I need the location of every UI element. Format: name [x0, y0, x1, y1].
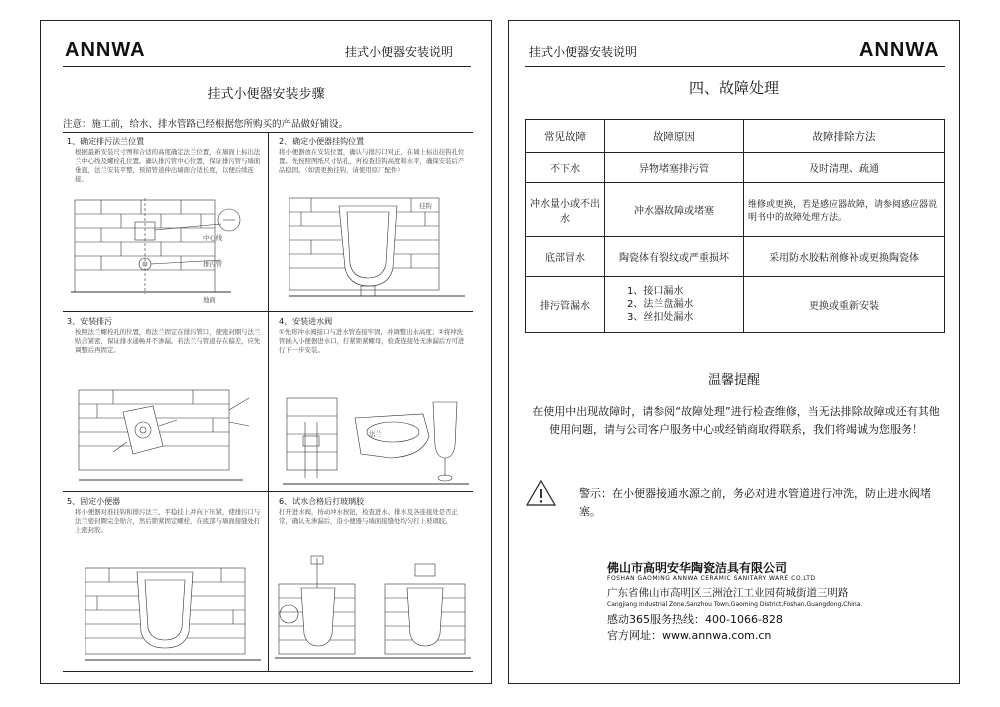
header-divider	[525, 66, 945, 67]
step-text: ①先将冲水阀接口与进水管连接牢固，并调整出水高度；②将冲洗管插入小便器进水口，拧紧锁紧螺母，检查连接处无渗漏后方可进行下一步安装。	[279, 328, 465, 354]
label-center-line: 中心线	[203, 234, 223, 242]
fix-cell: 及时清理、疏通	[744, 153, 945, 183]
warning-icon	[525, 479, 557, 507]
step-text: 将小便器放在安装位置，确认与排污口对正，在墙上标出挂钩孔位置。先按照图纸尺寸钻孔，再检查挂钩高度和水平，确保安装后产品稳固。（如需更换挂钩，请使用原厂配件）	[279, 148, 465, 174]
doc-title: 挂式小便器安装说明	[345, 45, 454, 59]
main-title: 挂式小便器安装步骤	[207, 87, 325, 102]
step-title: 2、确定小便器挂钩位置	[279, 137, 365, 146]
brand-logo: ANNWA	[859, 39, 940, 61]
step-2-illustration	[289, 194, 465, 306]
step-title: 5、固定小便器	[67, 497, 121, 506]
table-header-row	[526, 120, 945, 153]
company-address-en: Cangjiang Industrial Zone,Sanzhou Town,Gaoming District,Foshan,Guangdong,China.	[607, 601, 863, 608]
label-floor: 地面	[203, 296, 216, 304]
grid-line	[63, 671, 473, 672]
step-5-illustration	[85, 564, 261, 666]
label-drain-pipe: 排污管	[203, 260, 223, 268]
brand-logo: ANNWA	[65, 39, 146, 61]
label-flange: 法兰	[369, 430, 382, 438]
cause-cell: 冲水器故障或堵塞	[605, 183, 744, 237]
step-3	[63, 312, 268, 491]
right-page	[508, 20, 960, 684]
website-link[interactable]: 官方网址：www.annwa.com.cn	[607, 629, 772, 642]
warning-text: 警示：在小便器接通水源之前，务必对进水管道进行冲洗，防止进水阀堵塞。	[579, 487, 931, 518]
fault-cell: 不下水	[526, 153, 605, 183]
header-divider	[63, 66, 471, 67]
step-title: 4、安装进水阀	[279, 317, 333, 326]
step-1-illustration	[71, 194, 261, 306]
cause-cell: 陶瓷体有裂纹或严重损坏	[605, 237, 744, 277]
company-name-en: FOSHAN GAOMING ANNWA CERAMIC SANITARY WARE CO.LTD	[607, 575, 816, 582]
step-text: 根据最新安装尺寸图和合适的高度确定法兰位置，在墙面上标出法兰中心线及螺栓孔位置。确认排污管中心位置，保证排污管与墙面垂直，法兰安装平整，预留管道伸出墙面合适长度，以便后续连接。	[75, 148, 261, 183]
left-page	[40, 20, 492, 684]
step-2	[269, 132, 473, 311]
fault-cell: 底部冒水	[526, 237, 605, 277]
step-title: 1、确定排污法兰位置	[67, 137, 145, 146]
step-title: 3、安装排污	[67, 317, 113, 326]
step-title: 6、试水合格后打玻璃胶	[279, 497, 365, 506]
step-text: 打开进水阀，按动冲水按钮，检查进水、排水及各连接处是否正常，确认无渗漏后，沿小便器与墙面接缝处均匀打上玻璃胶。	[279, 508, 458, 525]
fix-cell: 维修或更换，若是感应器故障，请参阅感应器说明书中的故障处理方法。	[744, 183, 945, 237]
fault-cell: 排污管漏水	[526, 277, 605, 333]
label-hook: 挂钩	[419, 202, 432, 210]
step-text: 按照法兰螺栓孔的位置，将法兰固定在排污管口，使密封圈与法兰贴合紧密，保证排水通畅并不渗漏。若法兰与管道存在偏差，应先调整后再固定。	[75, 328, 261, 354]
step-6	[269, 492, 473, 671]
step-4-illustration	[283, 392, 469, 488]
tips-title: 温馨提醒	[707, 373, 760, 388]
table-row	[526, 153, 945, 183]
company-name: 佛山市高明安华陶瓷洁具有限公司	[607, 561, 788, 575]
step-text: 将小便器对准挂钩和排污法兰，平稳挂上并向下压紧，使排污口与法兰密封圈完全贴合，然后锁紧固定螺栓，在底部与墙面接缝处打上密封胶。	[75, 508, 261, 534]
fix-cell: 采用防水胶粘剂修补或更换陶瓷体	[744, 237, 945, 277]
tips-text: 在使用中出现故障时，请参阅“故障处理”进行检查维修，当无法排除故障或还有其他使用问题，请与公司客户服务中心或经销商取得联系，我们将竭诚为您服务！	[532, 405, 940, 436]
column-header: 常见故障	[526, 120, 605, 153]
table-row	[526, 237, 945, 277]
fault-table	[525, 119, 945, 333]
install-note: 注意：施工前，给水、排水管路已经根据您所购买的产品做好铺设。	[63, 119, 349, 130]
column-header: 故障排除方法	[744, 120, 945, 153]
step-1	[63, 132, 268, 311]
cause-cell: 异物堵塞排污管	[605, 153, 744, 183]
company-address: 广东省佛山市高明区三洲沧江工业园荷城街道三明路	[607, 587, 849, 599]
table-row	[526, 183, 945, 237]
column-header: 故障原因	[605, 120, 744, 153]
step-6-illustration	[275, 554, 471, 666]
step-4	[269, 312, 473, 491]
service-hotline: 感动365服务热线：400-1066-828	[607, 613, 783, 626]
fix-cell: 更换或重新安装	[744, 277, 945, 333]
cause-cell: 1、接口漏水 2、法兰盘漏水 3、丝扣处漏水	[605, 277, 744, 333]
step-3-illustration	[73, 382, 263, 486]
section-title: 四、故障处理	[688, 79, 779, 97]
table-row	[526, 277, 945, 333]
fault-cell: 冲水量小或不出水	[526, 183, 605, 237]
doc-title: 挂式小便器安装说明	[529, 45, 638, 59]
step-5	[63, 492, 268, 671]
